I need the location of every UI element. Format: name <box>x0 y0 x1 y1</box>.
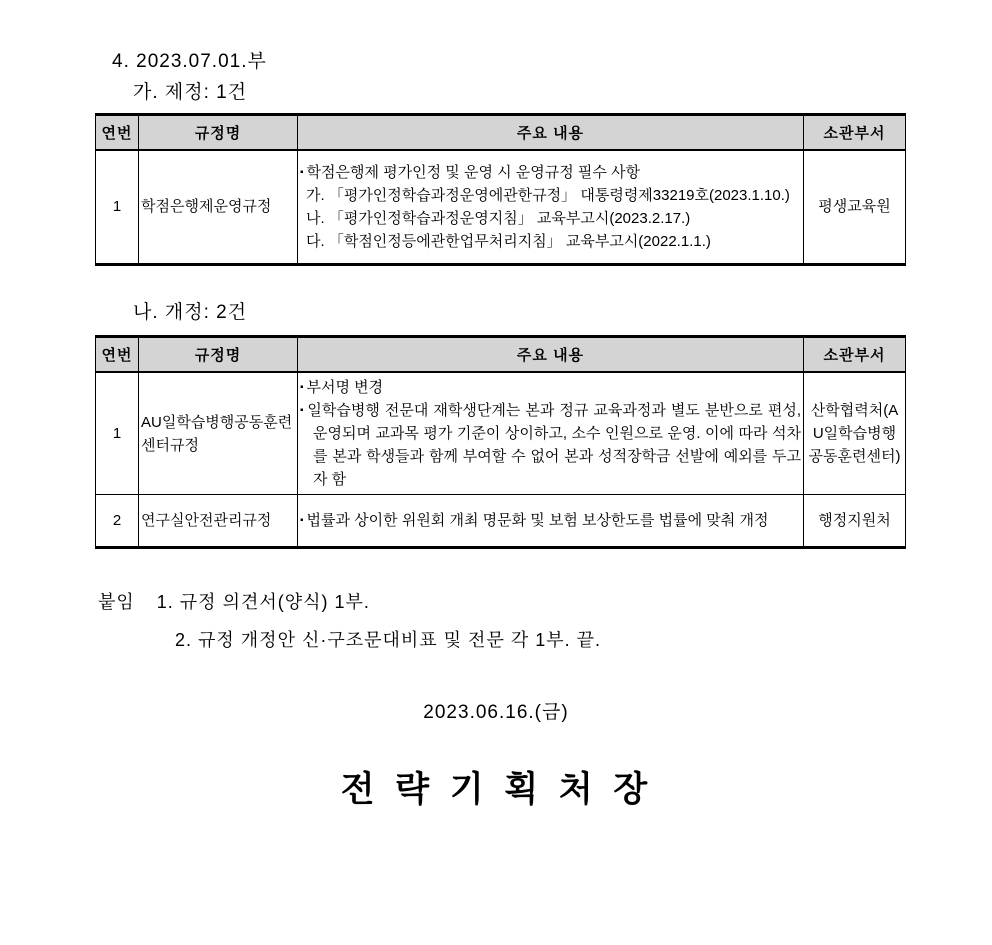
table-row <box>96 495 906 548</box>
main-content-cell <box>298 372 804 495</box>
bullet-icon: ▪ <box>300 166 304 178</box>
bullet-icon: ▪ <box>300 515 304 526</box>
main-content-cell <box>298 495 804 548</box>
column-header: 주요 내용 <box>298 115 804 151</box>
regulation-name-cell: AU일학습병행공동훈련센터규정 <box>139 372 298 495</box>
column-header: 규정명 <box>139 115 298 151</box>
content-line: ▪ 부서명 변경 <box>300 379 384 396</box>
department-cell: 행정지원처 <box>804 495 906 548</box>
enact-table <box>95 113 906 266</box>
content-line: ▪ 일학습병행 전문대 재학생단계는 본과 정규 교육과정과 별도 분반으로 편성, 운영되며 교과목 평가 기준이 상이하고, 소수 인원으로 운영. 이에 따라 석차를 본과 학생들과 함께 부여할 수 없어 본과 성적장학금 선발에 예외를 두고자 함 <box>300 402 801 488</box>
header-row <box>96 337 906 373</box>
header-row <box>96 115 906 151</box>
table-header <box>96 115 906 151</box>
column-header: 연번 <box>96 337 139 373</box>
attachment-line-1 <box>98 588 370 614</box>
attachment-line-2 <box>175 626 601 652</box>
table-row <box>96 372 906 495</box>
signer-title: 전 략 기 획 처 장 <box>340 770 652 809</box>
row-number-cell: 1 <box>96 150 139 264</box>
row-number-cell: 2 <box>96 495 139 548</box>
attachment-item-1: 1. 규정 의견서(양식) 1부. <box>156 592 370 612</box>
content-line: ▪ 법률과 상이한 위원회 개최 명문화 및 보험 보상한도를 법률에 맞춰 개정 <box>300 512 769 529</box>
column-header: 연번 <box>96 115 139 151</box>
column-header: 소관부서 <box>804 337 906 373</box>
document-date: 2023.06.16.(금) <box>423 702 569 723</box>
section-title: 4. 2023.07.01.부 <box>112 51 267 72</box>
table-header <box>96 337 906 373</box>
content-line: ▪ 학점은행제 평가인정 및 운영 시 운영규정 필수 사항 <box>300 163 641 181</box>
column-header: 규정명 <box>139 337 298 373</box>
row-number-cell: 1 <box>96 372 139 495</box>
department-cell: 평생교육원 <box>804 150 906 264</box>
content-line: 나. 「평가인정학습과정운영지침」 교육부고시(2023.2.17.) <box>306 209 691 227</box>
main-content-cell <box>298 150 804 264</box>
attachment-label: 붙임 <box>98 592 135 612</box>
department-cell: 산학협력처(AU일학습병행공동훈련센터) <box>804 372 906 495</box>
column-header: 소관부서 <box>804 115 906 151</box>
attachment-item-2: 2. 규정 개정안 신·구조문대비표 및 전문 각 1부. 끝. <box>175 630 602 650</box>
amend-table <box>95 335 906 549</box>
regulation-name-cell: 학점은행제운영규정 <box>139 150 298 264</box>
regulation-name-cell: 연구실안전관리규정 <box>139 495 298 548</box>
bullet-icon: ▪ <box>300 405 305 416</box>
subsection-amend-title: 나. 개정: 2건 <box>133 302 248 323</box>
bullet-icon: ▪ <box>300 382 304 393</box>
content-line: 가. 「평가인정학습과정운영에관한규정」 대통령령제33219호(2023.1.10.) <box>306 186 790 204</box>
column-header: 주요 내용 <box>298 337 804 373</box>
subsection-enact-title: 가. 제정: 1건 <box>133 82 248 103</box>
content-line: 다. 「학점인정등에관한업무처리지침」 교육부고시(2022.1.1.) <box>306 232 711 250</box>
table-row <box>96 150 906 264</box>
